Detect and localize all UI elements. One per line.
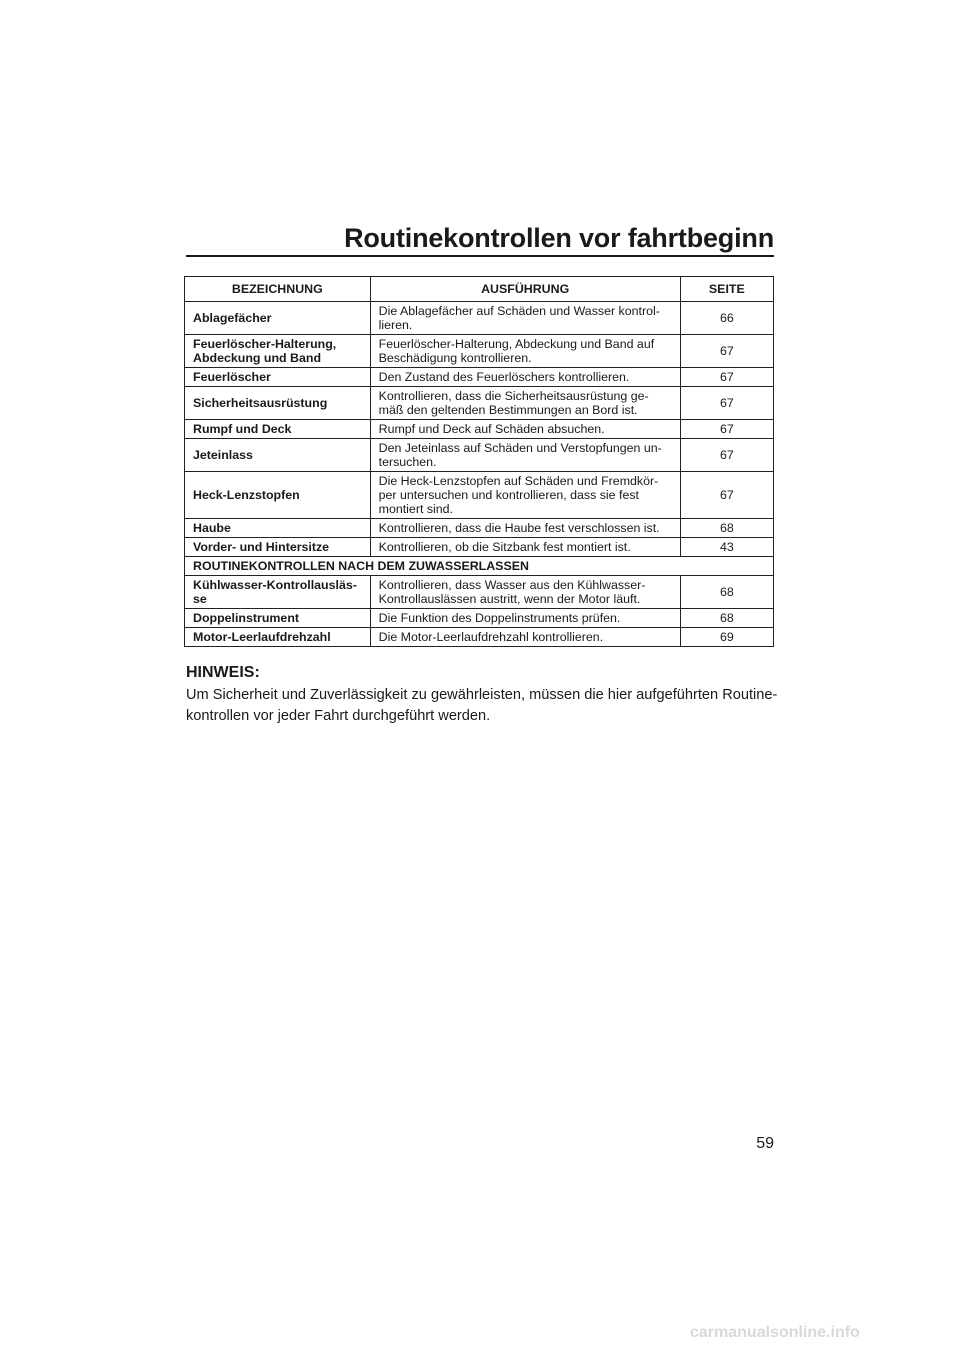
row-page-cell: 66 bbox=[680, 302, 773, 335]
row-page-cell: 68 bbox=[680, 576, 773, 609]
row-name-cell: Rumpf und Deck bbox=[185, 420, 371, 439]
column-header-page: SEITE bbox=[680, 277, 773, 302]
row-name-cell: Motor-Leerlaufdrehzahl bbox=[185, 628, 371, 647]
row-description-cell: Die Funktion des Doppelinstruments prüfen. bbox=[370, 609, 680, 628]
row-page-cell: 67 bbox=[680, 439, 773, 472]
row-page-cell: 67 bbox=[680, 420, 773, 439]
table-row bbox=[185, 538, 774, 557]
row-name-cell: Vorder- und Hintersitze bbox=[185, 538, 371, 557]
table-row bbox=[185, 439, 774, 472]
table-row bbox=[185, 420, 774, 439]
row-page-cell: 67 bbox=[680, 472, 773, 519]
row-name-cell: Haube bbox=[185, 519, 371, 538]
row-description-cell: Kontrollieren, dass Wasser aus den Kühlwasser- Kontrollauslässen austritt, wenn der Motor läuft. bbox=[370, 576, 680, 609]
title-rule bbox=[186, 255, 774, 257]
page-title: Routinekontrollen vor fahrtbeginn bbox=[344, 223, 774, 253]
row-name-cell: Feuerlöscher-Halterung, Abdeckung und Band bbox=[185, 335, 371, 368]
row-description-cell: Rumpf und Deck auf Schäden absuchen. bbox=[370, 420, 680, 439]
page-number: 59 bbox=[756, 1135, 774, 1152]
row-page-cell: 69 bbox=[680, 628, 773, 647]
table-row bbox=[185, 576, 774, 609]
row-name-cell: Doppelinstrument bbox=[185, 609, 371, 628]
table-row bbox=[185, 472, 774, 519]
table-header-row bbox=[185, 277, 774, 302]
table-row bbox=[185, 368, 774, 387]
row-description-cell: Die Heck-Lenzstopfen auf Schäden und Fremdkör- per untersuchen und kontrollieren, dass sie fest montiert sind. bbox=[370, 472, 680, 519]
row-description-cell: Feuerlöscher-Halterung, Abdeckung und Band auf Beschädigung kontrollieren. bbox=[370, 335, 680, 368]
table-section-row bbox=[185, 557, 774, 576]
row-description-cell: Den Jeteinlass auf Schäden und Verstopfungen un- tersuchen. bbox=[370, 439, 680, 472]
row-description-cell: Die Motor-Leerlaufdrehzahl kontrollieren. bbox=[370, 628, 680, 647]
row-description-cell: Die Ablagefächer auf Schäden und Wasser kontrol- lieren. bbox=[370, 302, 680, 335]
watermark-text: carmanualsonline.info bbox=[690, 1324, 860, 1341]
table-row bbox=[185, 519, 774, 538]
row-name-cell: Ablagefächer bbox=[185, 302, 371, 335]
row-name-cell: Sicherheitsausrüstung bbox=[185, 387, 371, 420]
row-description-cell: Kontrollieren, dass die Haube fest verschlossen ist. bbox=[370, 519, 680, 538]
row-name-cell: Feuerlöscher bbox=[185, 368, 371, 387]
row-page-cell: 67 bbox=[680, 387, 773, 420]
column-header-name: BEZEICHNUNG bbox=[185, 277, 371, 302]
row-description-cell: Den Zustand des Feuerlöschers kontrollieren. bbox=[370, 368, 680, 387]
section-label-cell: ROUTINEKONTROLLEN NACH DEM ZUWASSERLASSEN bbox=[185, 557, 774, 576]
row-page-cell: 68 bbox=[680, 609, 773, 628]
table-body bbox=[185, 302, 774, 647]
row-name-cell: Jeteinlass bbox=[185, 439, 371, 472]
row-page-cell: 67 bbox=[680, 335, 773, 368]
row-page-cell: 43 bbox=[680, 538, 773, 557]
row-description-cell: Kontrollieren, ob die Sitzbank fest montiert ist. bbox=[370, 538, 680, 557]
column-header-description: AUSFÜHRUNG bbox=[370, 277, 680, 302]
row-page-cell: 67 bbox=[680, 368, 773, 387]
row-page-cell: 68 bbox=[680, 519, 773, 538]
table-row bbox=[185, 387, 774, 420]
row-name-cell: Heck-Lenzstopfen bbox=[185, 472, 371, 519]
table-row bbox=[185, 628, 774, 647]
routine-check-table bbox=[184, 276, 774, 647]
note-text: Um Sicherheit und Zuverlässigkeit zu gewährleisten, müssen die hier aufgeführten Routine- kontrollen vor jeder Fahrt durchgeführt werden. bbox=[186, 687, 778, 724]
table-row bbox=[185, 609, 774, 628]
row-description-cell: Kontrollieren, dass die Sicherheitsausrüstung ge- mäß den geltenden Bestimmungen an Bord ist. bbox=[370, 387, 680, 420]
table-row bbox=[185, 302, 774, 335]
row-name-cell: Kühlwasser-Kontrollausläs- se bbox=[185, 576, 371, 609]
note-heading: HINWEIS: bbox=[186, 664, 260, 681]
table-row bbox=[185, 335, 774, 368]
